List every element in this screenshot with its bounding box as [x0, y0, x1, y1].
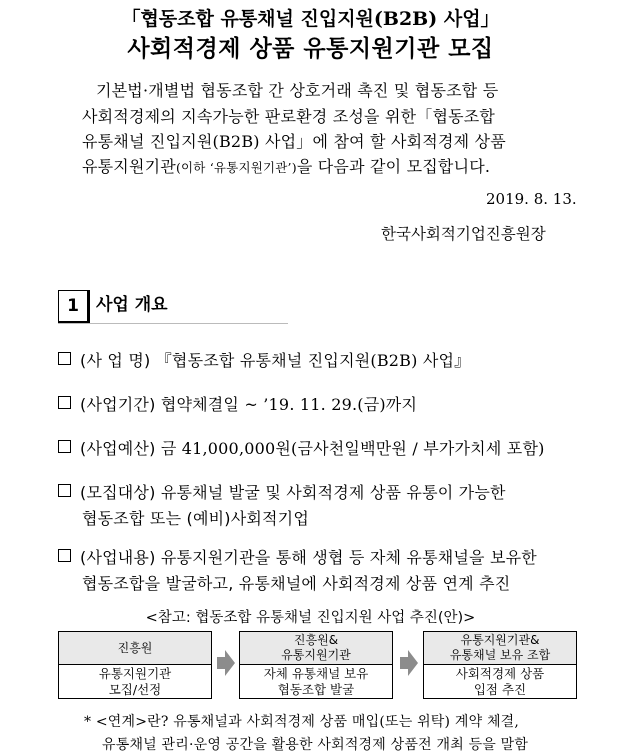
flow-step-header — [424, 632, 576, 665]
item-label: (사 업 명) — [80, 351, 151, 370]
flow-step-header-text: 유통채널 보유 조합 — [449, 648, 551, 662]
flow-step-header-text: 유통지원기관& — [460, 633, 540, 647]
section-divider — [58, 323, 288, 324]
intro-line-4-end: 을 다음과 같이 모집합니다. — [296, 157, 491, 176]
announcement-date: 2019. 8. 13. — [486, 190, 577, 208]
arrow-right-icon — [217, 650, 235, 676]
flow-step-body — [424, 665, 576, 698]
section-title: 사업 개요 — [96, 295, 168, 315]
arrow-right-icon — [400, 650, 418, 676]
checkbox-bullet-icon — [58, 484, 71, 497]
list-item-project-period — [58, 392, 417, 415]
checkbox-bullet-icon — [58, 352, 71, 365]
list-item-project-name — [58, 348, 470, 371]
intro-abbreviation-note: (이하 ‘유통지원기관’) — [175, 160, 297, 175]
footnote-line-1: * <연계>란? 유통채널과 사회적경제 상품 매입(또는 위탁) 계약 체결, — [84, 714, 520, 730]
flow-step-header — [240, 632, 392, 665]
item-text: 『협동조합 유통채널 진입지원(B2B) 사업』 — [155, 351, 471, 370]
flow-step-body-text: 유통지원기관 — [98, 665, 172, 681]
checkbox-bullet-icon — [58, 440, 71, 453]
list-item-content-continued: 협동조합을 발굴하고, 유통채널에 사회적경제 상품 연계 추진 — [82, 574, 511, 593]
document-title: 사회적경제 상품 유통지원기관 모집 — [127, 36, 494, 62]
item-label: (모집대상) — [80, 483, 156, 502]
intro-line-2: 사회적경제의 지속가능한 판로환경 조성을 위한「협동조합 — [82, 107, 496, 126]
list-item-project-budget — [58, 436, 545, 459]
item-text: 유통채널 발굴 및 사회적경제 상품 유통이 가능한 — [160, 483, 506, 502]
checkbox-bullet-icon — [58, 549, 71, 562]
flow-step-body — [59, 665, 211, 698]
flow-step-header-text: 유통지원기관 — [281, 648, 351, 662]
document-subtitle: 「협동조합 유통채널 진입지원(B2B) 사업」 — [121, 8, 500, 30]
intro-line-1: 기본법·개별법 협동조합 간 상호거래 촉진 및 협동조합 등 — [96, 81, 499, 100]
footnote-line-2: 유통채널 관리·운영 공간을 활용한 사회적경제 상품전 개최 등을 말함 — [102, 737, 529, 753]
issuing-organization: 한국사회적기업진흥원장 — [381, 225, 546, 243]
item-label: (사업예산) — [80, 439, 156, 458]
item-label: (사업내용) — [80, 548, 156, 567]
intro-line-4 — [82, 154, 490, 177]
flow-step-body-text: 모집/선정 — [108, 681, 162, 697]
section-number-badge: 1 — [58, 290, 90, 324]
flow-step-body-text: 협동조합 발굴 — [277, 681, 355, 697]
item-text: 유통지원기관을 통해 생협 등 자체 유통채널을 보유한 — [160, 548, 537, 567]
item-text: 금 41,000,000원(금사천일백만원 / 부가가치세 포함) — [160, 439, 545, 458]
list-item-content — [58, 545, 537, 568]
flow-step-body-text: 입점 추진 — [473, 681, 527, 697]
section-header — [58, 290, 288, 324]
item-text: 협약체결일 ~ ’19. 11. 29.(금)까지 — [160, 395, 418, 414]
flow-step-3 — [423, 631, 577, 699]
intro-line-3: 유통채널 진입지원(B2B) 사업」에 참여 할 사회적경제 상품 — [82, 132, 506, 151]
list-item-target — [58, 480, 506, 503]
flow-step-1 — [58, 631, 212, 699]
flow-step-body-text: 사회적경제 상품 — [455, 665, 545, 681]
checkbox-bullet-icon — [58, 396, 71, 409]
reference-caption: <참고: 협동조합 유통채널 진입지원 사업 추진(안)> — [145, 610, 476, 626]
intro-line-4-start: 유통지원기관 — [82, 157, 176, 176]
flow-step-header-text: 진흥원 — [117, 640, 153, 655]
flow-step-body — [240, 665, 392, 698]
flow-step-header-text: 진흥원& — [293, 633, 339, 647]
list-item-target-continued: 협동조합 또는 (예비)사회적기업 — [82, 509, 309, 528]
item-label: (사업기간) — [80, 395, 156, 414]
flow-step-body-text: 자체 유통채널 보유 — [263, 665, 369, 681]
flow-step-2 — [239, 631, 393, 699]
flow-step-header — [59, 632, 211, 665]
